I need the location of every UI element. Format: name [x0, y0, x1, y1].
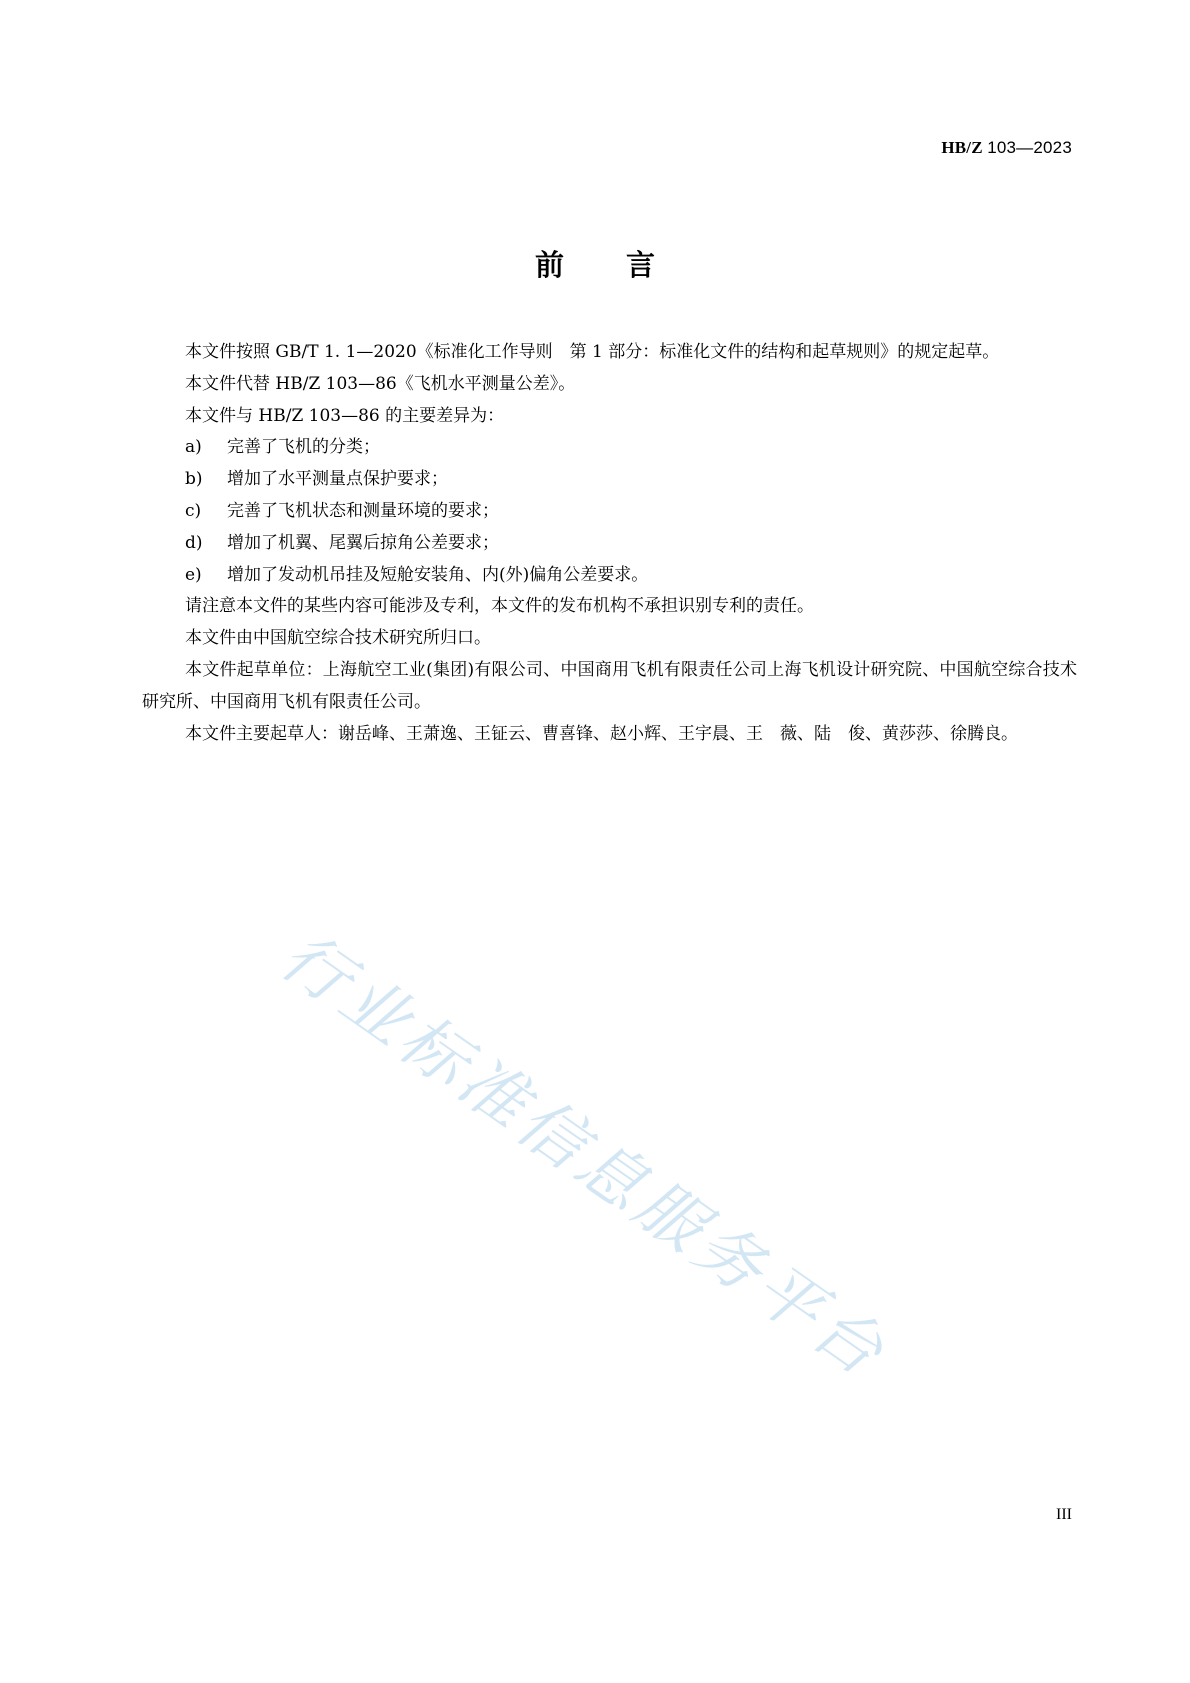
page-title-char-2: 言 [626, 248, 656, 282]
list-item-text: 增加了水平测量点保护要求； [227, 469, 448, 490]
paragraph-drafting-rules: 本文件按照 GB/T 1. 1—2020《标准化工作导则 第 1 部分：标准化文件的结构和起草规则》的规定起草。 [185, 342, 1000, 362]
list-item-text: 完善了飞机状态和测量环境的要求； [227, 500, 499, 521]
list-item [142, 432, 1077, 464]
list-item [142, 560, 1077, 592]
paragraph-patent-notice: 请注意本文件的某些内容可能涉及专利，本文件的发布机构不承担识别专利的责任。 [185, 596, 814, 617]
foreword-body [142, 337, 1077, 750]
paragraph-drafting-units: 本文件起草单位：上海航空工业(集团)有限公司、中国商用飞机有限责任公司上海飞机设计研究院、中国航空综合技术研究所、中国商用飞机有限责任公司。 [142, 659, 1077, 712]
list-marker: b) [185, 469, 203, 490]
list-item-text: 完善了飞机的分类； [227, 437, 380, 458]
list-marker: d) [185, 532, 203, 553]
list-marker: a) [185, 437, 202, 458]
document-code [941, 138, 1072, 158]
page-number: III [1056, 1506, 1072, 1523]
list-item [142, 528, 1077, 560]
paragraph-replaces: 本文件代替 HB/Z 103—86《飞机水平测量公差》。 [185, 373, 576, 394]
document-code-number: 103—2023 [987, 138, 1072, 157]
list-item [142, 496, 1077, 528]
paragraph-responsible-unit: 本文件由中国航空综合技术研究所归口。 [185, 628, 491, 649]
list-item-text: 增加了发动机吊挂及短舱安装角、内(外)偏角公差要求。 [227, 564, 649, 585]
paragraph-main-differences: 本文件与 HB/Z 103—86 的主要差异为： [185, 405, 505, 426]
list-item-text: 增加了机翼、尾翼后掠角公差要求； [227, 532, 499, 553]
list-item [142, 464, 1077, 496]
list-marker: c) [185, 500, 202, 521]
document-code-prefix: HB/Z [941, 138, 983, 157]
page-title-char-1: 前 [534, 248, 564, 282]
paragraph-drafters: 本文件主要起草人：谢岳峰、王萧逸、王钲云、曹喜锋、赵小辉、王宇晨、王 薇、陆 俊、黄莎莎、徐腾良。 [185, 723, 1018, 744]
watermark: 行业标准信息服务平台 [267, 917, 902, 1394]
page-title [0, 243, 1190, 284]
list-marker: e) [185, 564, 202, 585]
